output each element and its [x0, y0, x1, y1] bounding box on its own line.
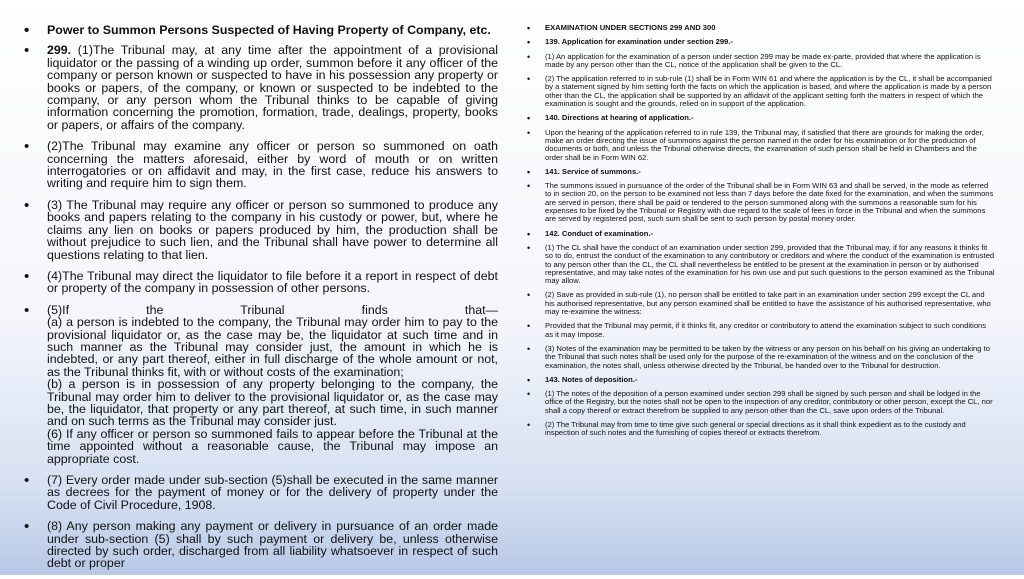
clause-299-2: • (2)The Tribunal may examine any officer or person so summoned on oath concerning the matters aforesaid, either by word of mouth or on written interrogatories or on affidavit and may, in the first case, reduce his answers to writing and require him to sign them. [24, 140, 498, 190]
clause-299-7: • (7) Every order made under sub-section (5)shall be executed in the same manner as decrees for the payment of money or for the delivery of property under the Code of Civil Procedure, 1908. [24, 474, 498, 511]
rule-142-heading: • 142. Conduct of examination.- [527, 230, 995, 238]
rule-139-1: • (1) An application for the examination of a person under section 299 may be made ex-parte, provided that where the application is made by any person other than the CL, notice of the application shall be given to the CL. [527, 53, 995, 70]
rule-141-text: • The summons issued in pursuance of the order of the Tribunal shall be in Form WIN 63 and shall be served, in the mode as referred to in section 20, on the person to be examined not less than 7 days before the date fixed for the examination, and when the summons are served in person, there shall be paid or tendered to the person summoned along with the summons a reasonable sum for his expenses to be fixed by the Tribunal or Registry with due regard to the scale of fees in force in the Tribunal and when the summons are served by registered post, such sum shall be sent to such person by postal money order. [527, 182, 995, 223]
clause-299-8: • (8) Any person making any payment or delivery in pursuance of an order made under sub-section (5) shall by such payment or delivery be, unless otherwise directed by such order, discharged from all liability whatsoever in respect of such debt or proper [24, 520, 498, 570]
rule-140-text: • Upon the hearing of the application referred to in rule 139, the Tribunal may, if satisfied that there are grounds for making the order, make an order directing the issue of summons against the person named in the order for his examination or for the production of documents or both, and unless the Tribunal otherwise directs, the examination of such person shall be held in Chambers and the order shall be in Form WIN 62. [527, 129, 995, 162]
rule-139-heading: • 139. Application for examination under section 299.- [527, 38, 995, 46]
rule-139-2: • (2) The application referred to in sub-rule (1) shall be in Form WIN 61 and where the application is by the CL, it shall be accompanied by a statement signed by him setting forth the facts on which the application is based, and where the application is made by a person other than the CL, the application shall be supported by an affidavit of the applicant setting forth the matters in respect of which the examination is sought and the grounds, relied on in support of the application. [527, 75, 995, 108]
clause-5-intro: • (5)If the Tribunal finds that— [47, 302, 498, 317]
rule-142-1: • (1) The CL shall have the conduct of an examination under section 299, provided that the Tribunal may, if for any reasons it thinks fit so to do, entrust the conduct of the examination to any contributory or creditors and where the conduct of the examination is entrusted to any person other than the CL, the CL shall nevertheless be entitled to be present at the examination in person or by authorised representative, and may take notes of the examination for his own use and put such questions to the person examined as the Tribunal may allow. [527, 244, 995, 285]
rule-141-heading: • 141. Service of summons.- [527, 168, 995, 176]
clause-299-4: • (4)The Tribunal may direct the liquidator to file before it a report in respect of debt or property of the company in possession of other persons. [24, 270, 498, 295]
rule-140-heading: • 140. Directions at hearing of application.- [527, 114, 995, 122]
clause-5-b: (b) a person is in possession of any property belonging to the company, the Tribunal may order him to deliver to the provisional liquidator or, as the case may be, the liquidator, that property or any part thereof, at such time, in such manner and on such terms as the Tribunal may consider just. [47, 377, 498, 429]
left-column [24, 24, 498, 579]
rule-143-2: • (2) The Tribunal may from time to time give such general or special directions as it shall think expedient as to the custody and inspection of such notes and the furnishing of copies thereof or extracts therefrom. [527, 421, 995, 438]
section-heading: • Power to Summon Persons Suspected of Having Property of Company, etc. [24, 24, 498, 36]
clause-5-a: (a) a person is indebted to the company, the Tribunal may order him to pay to the provisional liquidator or, as the case may be, the liquidator at such time and in such manner as the Tribunal may consider just, the amount in which he is indebted, or any part thereof, either in full discharge of the whole amount or not, as the Tribunal thinks fit, with or without costs of the examination; [47, 315, 498, 379]
rule-143-1: • (1) The notes of the deposition of a person examined under section 299 shall be signed by such person and shall be lodged in the office of the Registry, but the notes shall not be open to the inspection of any creditor, contributory or other person, except the CL, nor shall a copy thereof or extract therefrom be supplied to any person other than the CL, save upon orders of the Tribunal. [527, 390, 995, 415]
right-column [527, 24, 995, 444]
clause-6: (6) If any officer or person so summoned fails to appear before the Tribunal at the time appointed without a reasonable cause, the Tribunal may impose an appropriate cost. [47, 426, 498, 466]
section-number: 299. [47, 43, 72, 58]
rule-142-proviso: • Provided that the Tribunal may permit, if it thinks fit, any creditor or contributory to attend the examination subject to such conditions as it may Impose. [527, 322, 995, 339]
clause-299-1 [24, 44, 498, 131]
rule-142-3: • (3) Notes of the examination may be permitted to be taken by the witness or any person on his behalf on his giving an undertaking to the Tribunal that such notes shall be used only for the purpose of the re-examination of the witness and on the conclusion of the examination, the notes shall, unless otherwise directed by the Tribunal, be handed over to the Tribunal for destruction. [527, 345, 995, 370]
clause-299-3: • (3) The Tribunal may require any officer or person so summoned to produce any books and papers relating to the company in his custody or power, but, where he claims any lien on books or papers produced by him, the production shall be without prejudice to such lien, and the Tribunal shall have power to determine all questions relating to that lien. [24, 199, 498, 261]
rules-heading: • EXAMINATION UNDER SECTIONS 299 AND 300 [527, 24, 995, 32]
clause-299-5 [24, 304, 498, 465]
rule-142-2: • (2) Save as provided in sub-rule (1), no person shall be entitled to take part in an examination under section 299 except the CL and his authorised representative, but any person examined shall be entitled to have the assistance of his authorised representative, who may re-examine the witness: [527, 291, 995, 316]
rule-143-heading: • 143. Notes of deposition.- [527, 376, 995, 384]
clause-text: (1)The Tribunal may, at any time after the appointment of a provisional liquidator or the passing of a winding up order, summon before it any officer of the company or person known or suspected to have in his possession any property or books or papers, of the company, or known or suspected to be indebted to the company, or any person whom the Tribunal thinks to be capable of giving information concerning the promotion, formation, trade, dealings, property, books or papers, or affairs of the company. [47, 43, 498, 132]
